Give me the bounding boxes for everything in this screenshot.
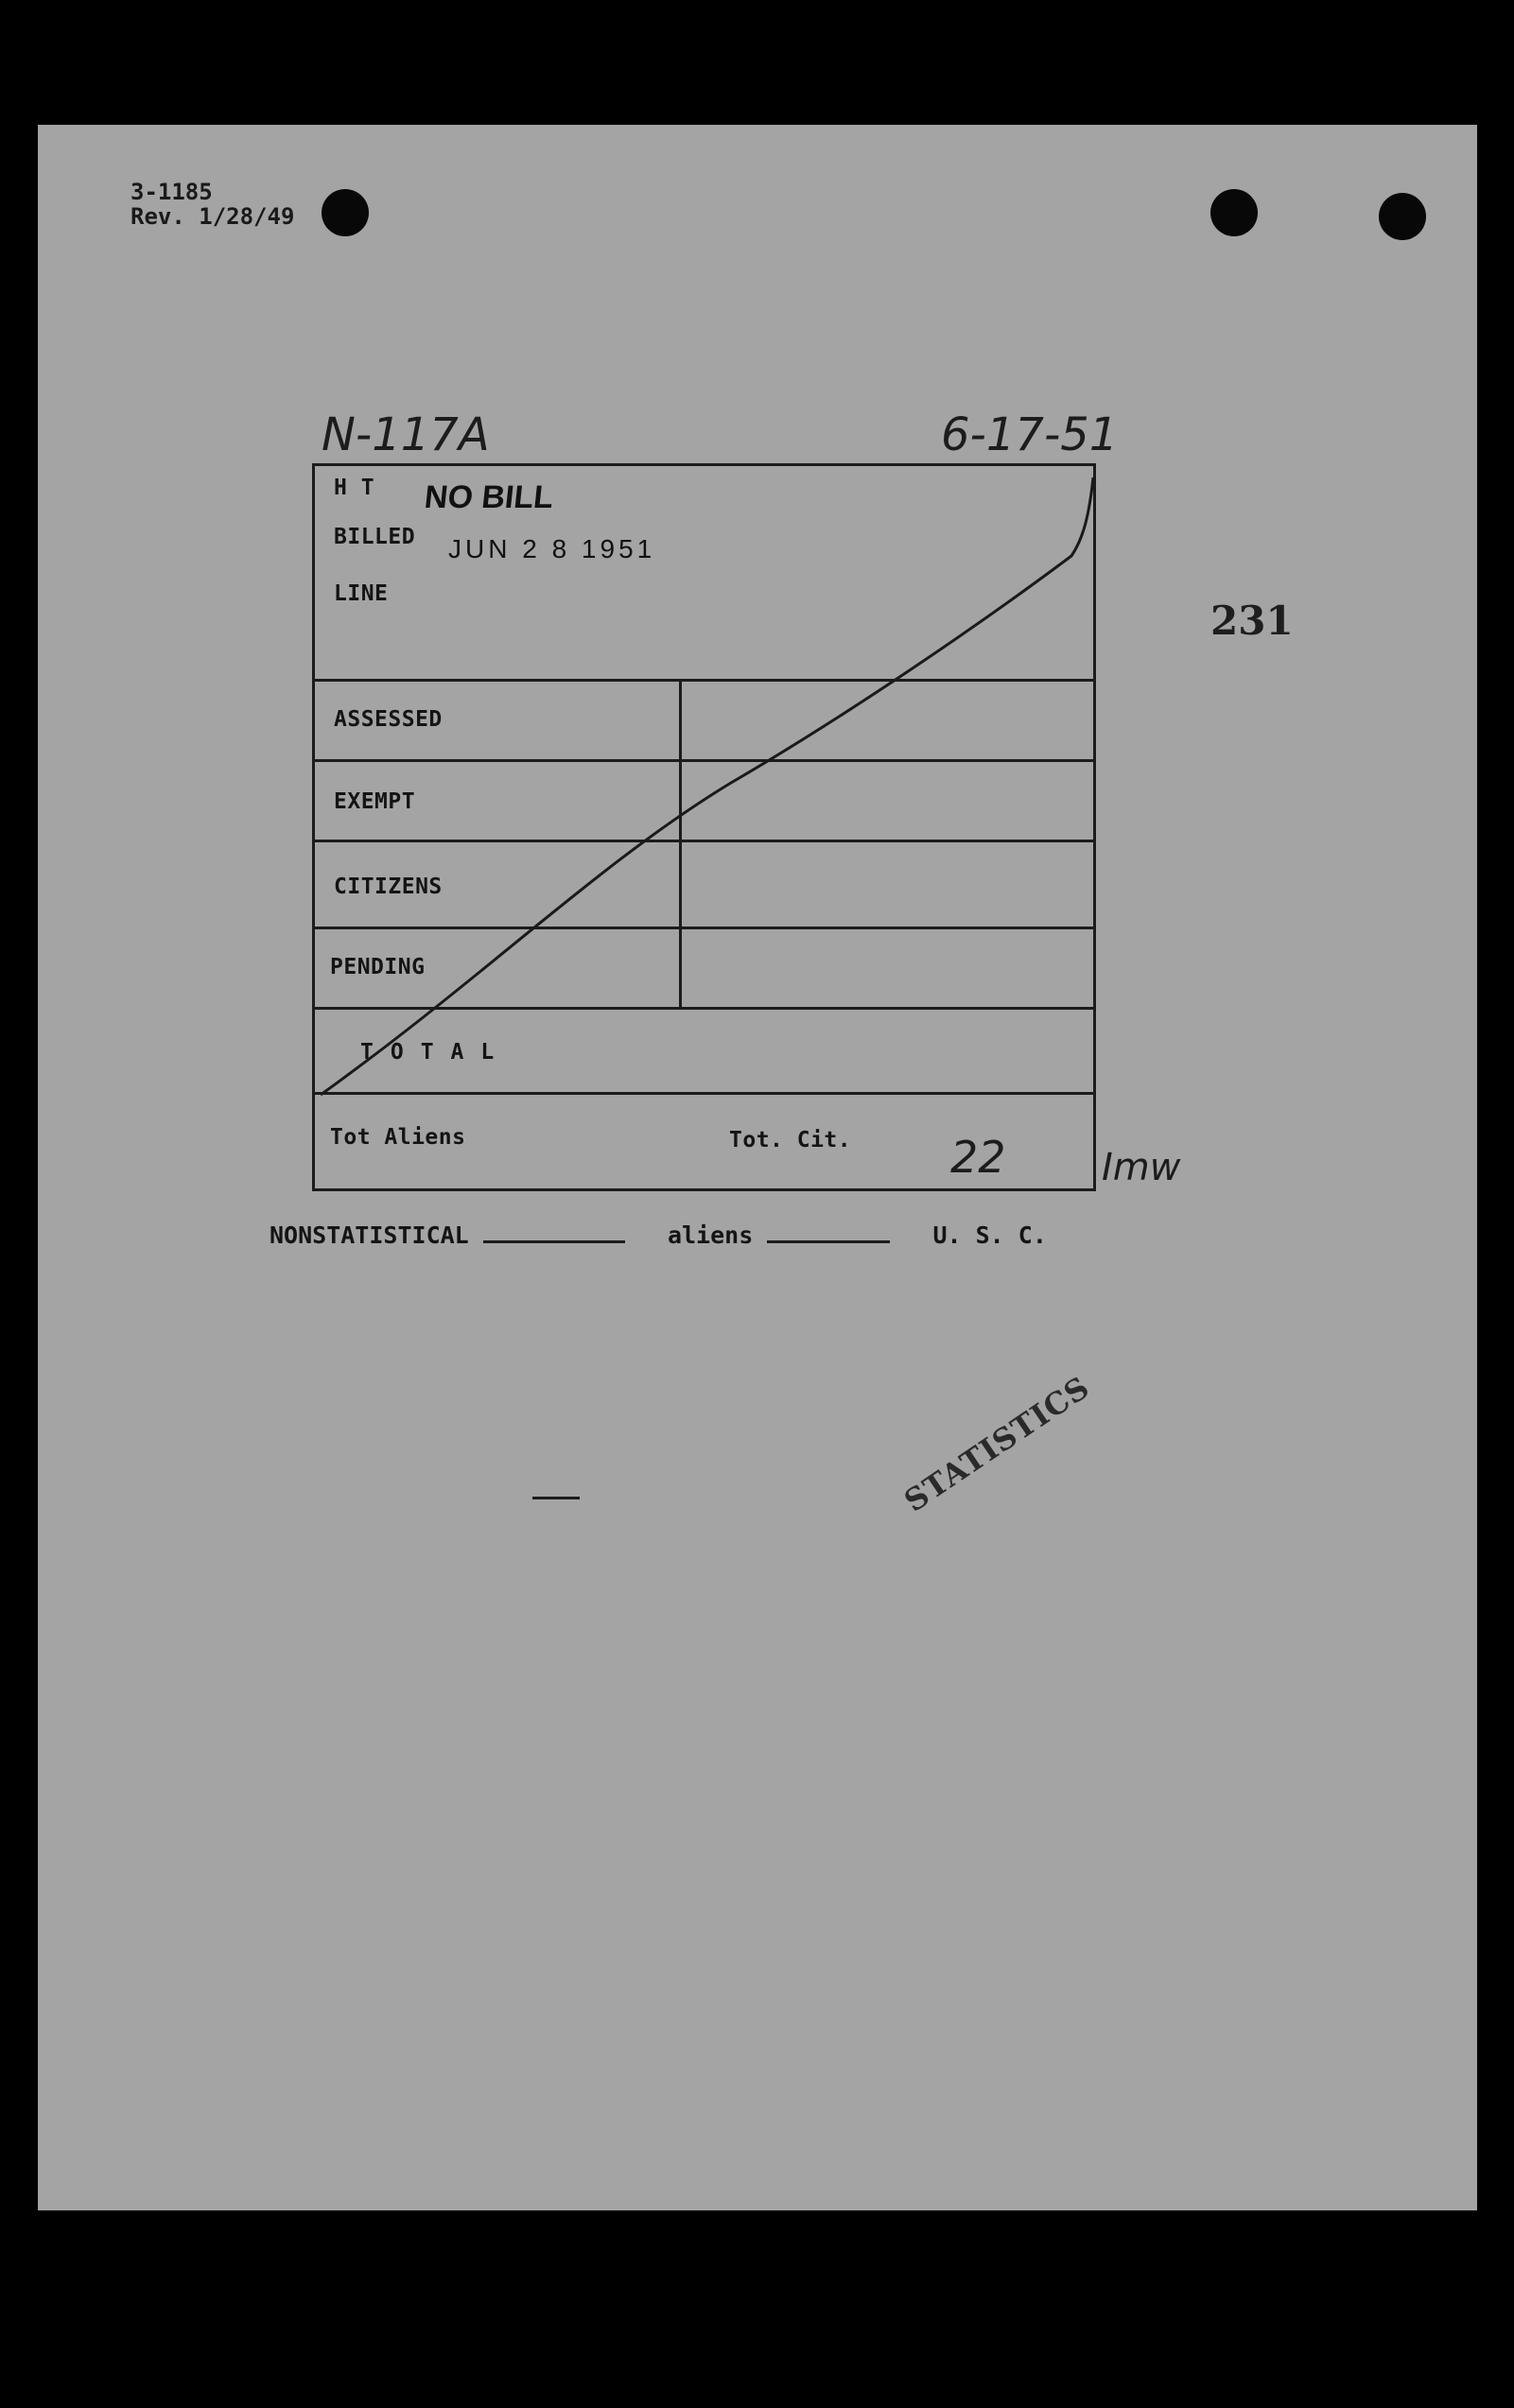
aliens-blank [767,1221,890,1243]
usc-label: U. S. C. [932,1221,1047,1249]
form-number-line2: Rev. 1/28/49 [131,203,295,230]
form-number [131,180,294,229]
nonstatistical-line [270,1221,1047,1249]
punch-hole-right-2 [1379,193,1426,240]
label-pending: PENDING [330,955,426,979]
punch-hole-left [322,189,369,236]
aliens-label: aliens [667,1221,754,1249]
statistics-stamp: STATISTICS [897,1369,1097,1519]
billed-date-stamp: JUN 2 8 1951 [448,534,656,563]
label-tot-cit: Tot. Cit. [729,1128,852,1152]
label-tot-aliens: Tot Aliens [330,1125,466,1150]
punch-hole-right-1 [1210,189,1258,236]
label-billed: BILLED [334,525,416,549]
nonstatistical-blank [483,1221,625,1243]
tot-aliens-dash [532,1497,580,1499]
document-page [38,125,1477,2210]
page-number: 231 [1210,598,1294,644]
handwritten-initials: Imw [1102,1146,1181,1189]
label-citizens: CITIZENS [334,875,443,899]
label-line: LINE [334,581,389,606]
label-total: TOTAL [360,1040,512,1065]
nonstatistical-label: NONSTATISTICAL [270,1221,469,1249]
handwritten-file-number: N-117A [322,408,490,461]
handwritten-date: 6-17-51 [941,408,1119,461]
tally-form-box [312,463,1096,1191]
label-ht: H T [334,476,375,500]
handwritten-count: 22 [950,1132,1006,1183]
no-bill-stamp: NO BILL [423,479,556,515]
label-assessed: ASSESSED [334,707,443,732]
diagonal-cancel-stroke [315,466,1099,1194]
form-number-line1: 3-1185 [131,179,213,205]
label-exempt: EXEMPT [334,789,416,814]
